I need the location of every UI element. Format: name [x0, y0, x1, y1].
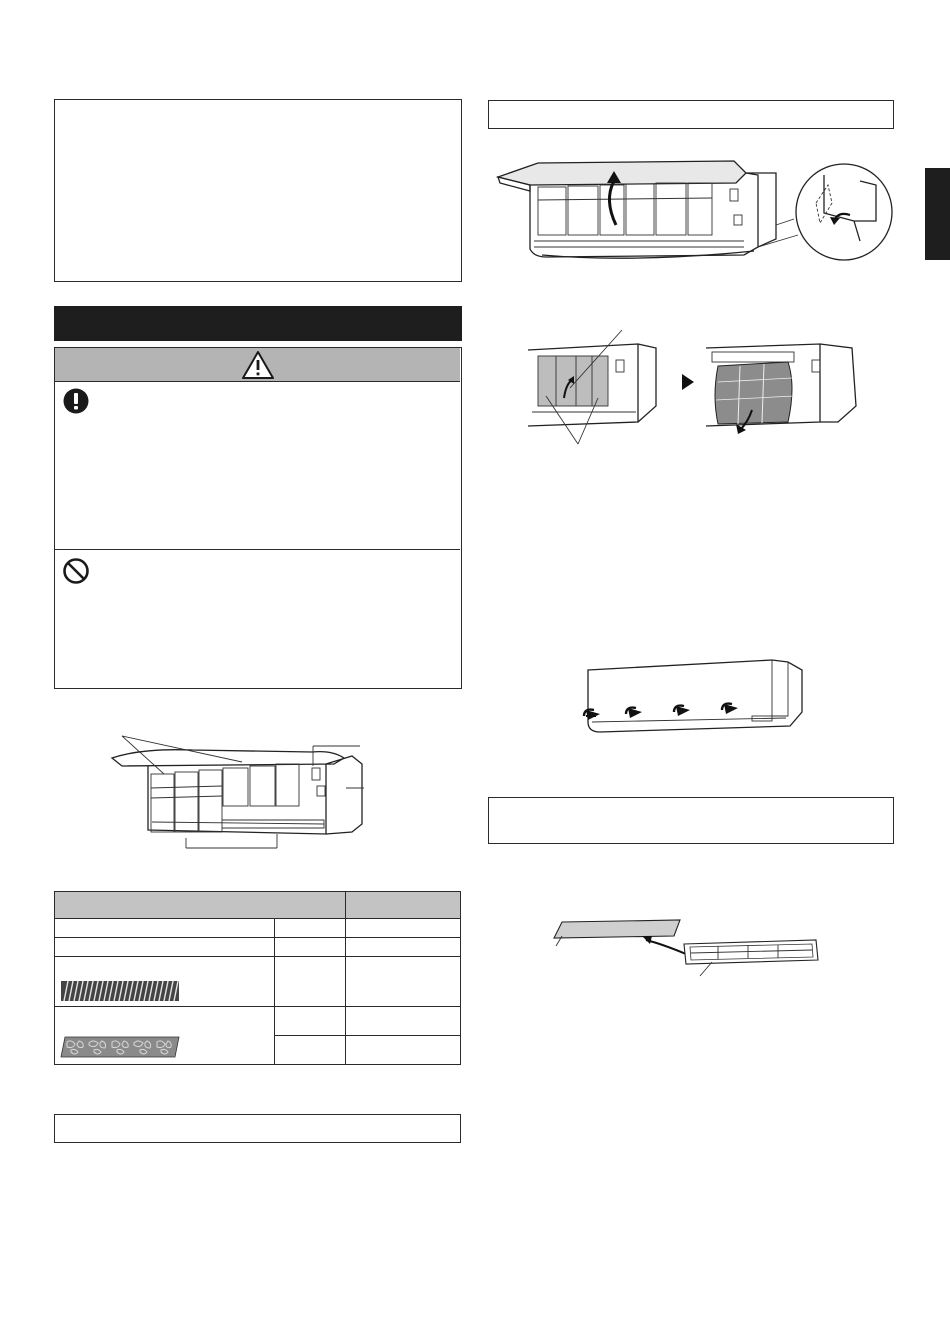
mid-step-box	[488, 797, 894, 844]
table-header	[346, 892, 461, 919]
bottom-note-box	[54, 1114, 461, 1143]
section-title-bar	[54, 306, 462, 341]
table-row	[55, 919, 461, 938]
warning-header	[55, 348, 460, 382]
table-row	[55, 957, 461, 1007]
mesh-filter-swatch	[61, 1037, 179, 1057]
indoor-unit-filters-illustration	[112, 734, 392, 854]
warning-triangle-icon	[241, 350, 275, 380]
warning-divider	[55, 549, 460, 550]
exclamation-circle-icon	[63, 388, 89, 414]
chapter-tab	[925, 168, 950, 260]
table-row	[55, 938, 461, 957]
striped-filter-swatch	[61, 981, 179, 1001]
open-front-panel-illustration	[494, 155, 914, 270]
step-header-box	[488, 100, 894, 129]
filter-frame-illustration	[550, 914, 840, 984]
close-front-panel-illustration	[580, 656, 810, 736]
filter-table	[54, 891, 461, 1065]
table-header	[55, 892, 346, 919]
note-box	[54, 99, 462, 282]
table-row	[55, 1007, 461, 1036]
no-entry-circle-icon	[62, 557, 90, 585]
filter-removal-illustration	[526, 326, 876, 456]
warning-panel	[54, 347, 462, 689]
